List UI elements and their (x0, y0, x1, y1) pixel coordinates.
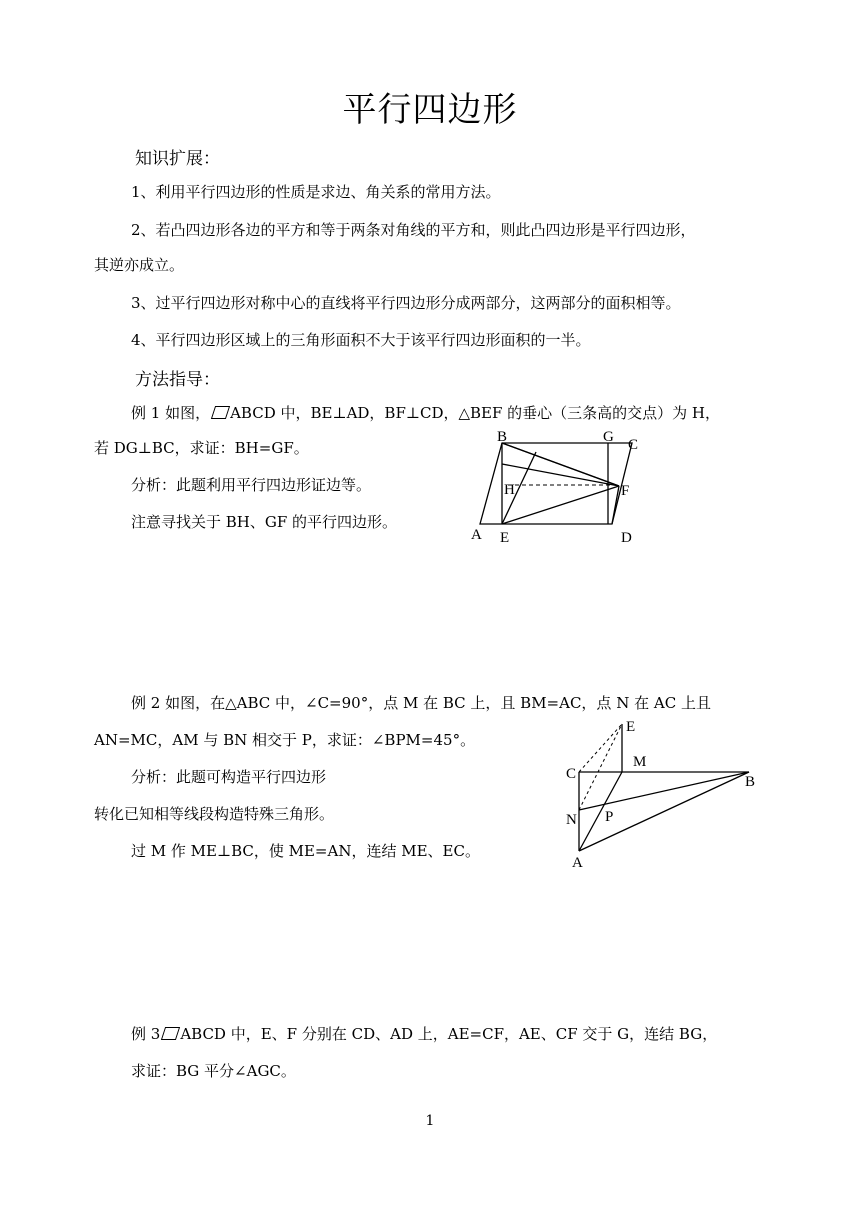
segment-hf (502, 464, 619, 486)
label-g: G (603, 429, 614, 445)
dashed-ne (579, 724, 622, 810)
label-m: M (633, 754, 647, 770)
parallelogram-icon (161, 1027, 180, 1040)
example-2-analysis-1: 分析：此题可构造平行四边形 (131, 768, 327, 786)
label-a2: A (572, 855, 583, 871)
example-3-statement: ABCD 中，E、F 分别在 CD、AD 上，AE=CF，AE、CF 交于 G，连结 BG， (180, 1025, 718, 1043)
example-1-note: 注意寻找关于 BH、GF 的平行四边形。 (131, 513, 398, 531)
example-2-line-2: AN=MC，AM 与 BN 相交于 P，求证：∠BPM=45°。 (94, 731, 476, 749)
example-1-line-2: 若 DG⊥BC，求证：BH=GF。 (94, 439, 309, 457)
segment-ef (502, 486, 619, 524)
label-e2: E (626, 719, 636, 735)
segment-am (579, 772, 622, 851)
label-c: C (628, 437, 639, 453)
label-b: B (497, 429, 508, 445)
example-2-analysis-2: 转化已知相等线段构造特殊三角形。 (94, 805, 335, 823)
segment-altitude-b (502, 443, 619, 486)
example-2-figure (555, 712, 775, 872)
example-2-line-1: 例 2 如图，在△ABC 中，∠C=90°，点 M 在 BC 上，且 BM=AC，点 N 在 AC 上且 (131, 694, 711, 712)
example-1-label: 例 1 如图， (131, 404, 211, 422)
label-f: F (621, 483, 630, 499)
example-3-line-2: 求证：BG 平分∠AGC。 (131, 1062, 296, 1080)
example-1-statement: ABCD 中，BE⊥AD，BF⊥CD，△BEF 的垂心（三条高的交点）为 H， (230, 404, 721, 422)
example-1-figure (460, 420, 660, 545)
label-p: P (605, 809, 614, 825)
parallelogram-icon (211, 406, 230, 419)
segment-df (612, 486, 619, 524)
label-b2: B (745, 774, 756, 790)
example-1-analysis: 分析：此题利用平行四边形证边等。 (131, 476, 372, 494)
figure-1-lines (480, 443, 632, 524)
segment-nb (579, 772, 749, 810)
label-n: N (566, 812, 577, 828)
page-title: 平行四边形 (342, 90, 518, 130)
knowledge-item-3: 3、过平行四边形对称中心的直线将平行四边形分成两部分，这两部分的面积相等。 (131, 294, 681, 312)
figure-2-dashed (579, 724, 622, 810)
label-c2: C (566, 766, 577, 782)
example-2-hint: 过 M 作 ME⊥BC，使 ME=AN，连结 ME、EC。 (131, 842, 480, 860)
example-3-label: 例 3 (131, 1025, 161, 1043)
label-a: A (471, 527, 482, 543)
page-number: 1 (425, 1113, 435, 1129)
dashed-ce (579, 724, 622, 772)
knowledge-item-2: 2、若凸四边形各边的平方和等于两条对角线的平方和，则此凸四边形是平行四边形， (131, 221, 696, 239)
knowledge-item-4: 4、平行四边形区域上的三角形面积不大于该平行四边形面积的一半。 (131, 331, 591, 349)
example-3-line-1 (131, 1023, 717, 1044)
knowledge-item-1: 1、利用平行四边形的性质是求边、角关系的常用方法。 (131, 183, 501, 201)
label-h: H (504, 482, 515, 498)
label-e: E (500, 530, 510, 545)
section-heading-method: 方法指导： (135, 370, 220, 390)
knowledge-item-2-cont: 其逆亦成立。 (94, 256, 185, 274)
label-d: D (621, 530, 632, 545)
section-heading-knowledge: 知识扩展： (135, 149, 220, 169)
